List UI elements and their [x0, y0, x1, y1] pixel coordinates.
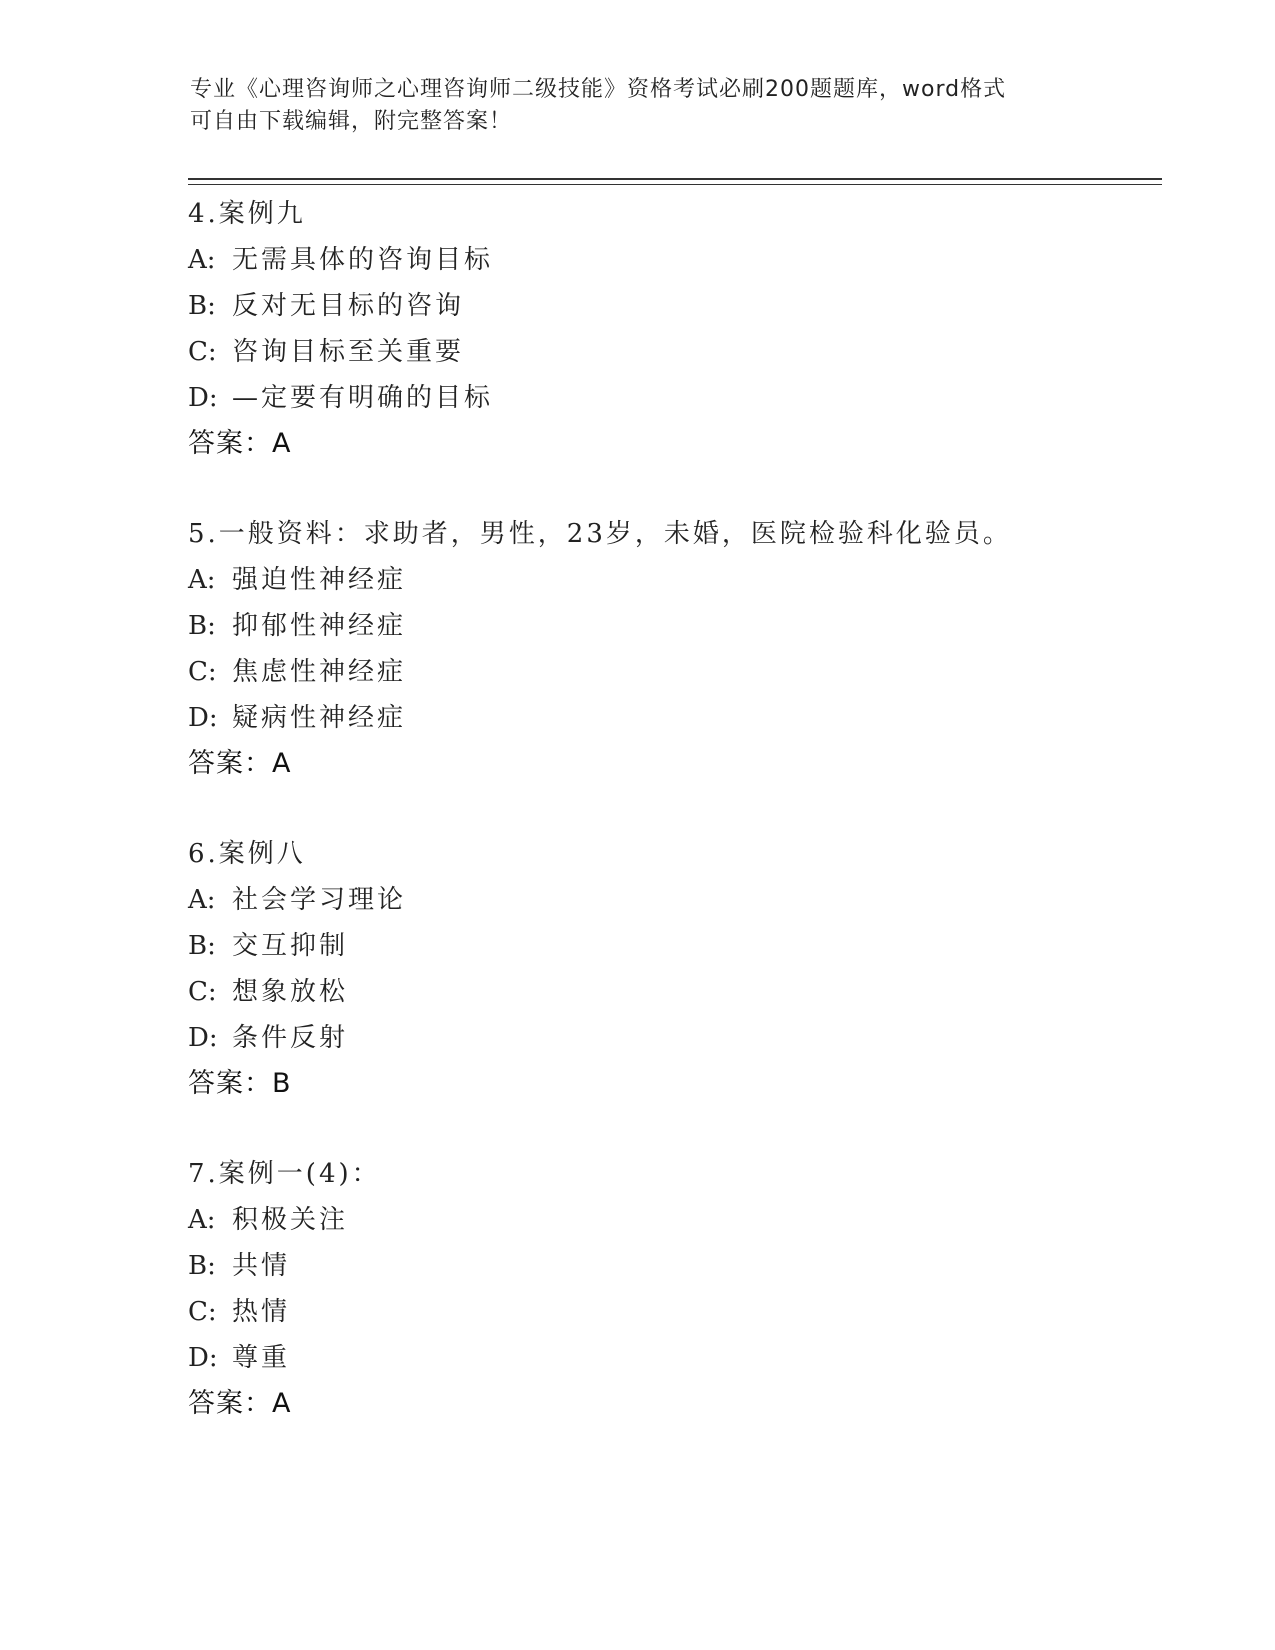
option-d: [188, 375, 1168, 421]
option-text: 共情: [232, 1251, 291, 1281]
question-list: [188, 191, 1168, 1471]
option-text: 抑郁性神经症: [232, 611, 407, 641]
option-b: [188, 1243, 1168, 1289]
option-key: A:: [188, 885, 216, 915]
option-d: [188, 1015, 1168, 1061]
option-key: B:: [188, 931, 216, 961]
option-c: [188, 329, 1168, 375]
option-a: [188, 237, 1168, 283]
option-b: [188, 283, 1168, 329]
question-stem: 7.案例一(4)：: [188, 1159, 381, 1189]
option-c: [188, 1289, 1168, 1335]
option-key: B:: [188, 291, 216, 321]
option-key: D:: [188, 1343, 218, 1373]
option-text: 想象放松: [232, 977, 349, 1007]
question-item: [188, 831, 1168, 1151]
option-text: 交互抑制: [232, 931, 349, 961]
option-key: D:: [188, 383, 218, 413]
option-d: [188, 695, 1168, 741]
document-header: [190, 74, 1090, 138]
option-key: B:: [188, 1251, 216, 1281]
option-text: 强迫性神经症: [232, 565, 407, 595]
option-key: B:: [188, 611, 216, 641]
answer-line: 答案：A: [188, 428, 292, 459]
option-text: 无需具体的咨询目标: [232, 245, 494, 275]
question-stem: 6.案例八: [188, 839, 306, 869]
option-key: C:: [188, 337, 217, 367]
answer-line: 答案：B: [188, 1068, 292, 1099]
header-rule-thick: [188, 178, 1162, 180]
option-c: [188, 649, 1168, 695]
option-text: 热情: [232, 1297, 291, 1327]
option-key: C:: [188, 657, 217, 687]
option-key: C:: [188, 977, 217, 1007]
option-c: [188, 969, 1168, 1015]
option-key: A:: [188, 565, 216, 595]
option-text: 积极关注: [232, 1205, 349, 1235]
question-item: [188, 511, 1168, 831]
header-line-1: 专业《心理咨询师之心理咨询师二级技能》资格考试必刷200题题库，word格式: [190, 77, 1007, 102]
option-b: [188, 923, 1168, 969]
option-a: [188, 1197, 1168, 1243]
option-key: A:: [188, 1205, 216, 1235]
option-text: 反对无目标的咨询: [232, 291, 465, 321]
question-stem: 4.案例九: [188, 199, 306, 229]
option-text: 尊重: [232, 1343, 291, 1373]
option-key: C:: [188, 1297, 217, 1327]
option-text: —定要有明确的目标: [232, 383, 494, 413]
option-d: [188, 1335, 1168, 1381]
answer-line: 答案：A: [188, 1388, 292, 1419]
option-b: [188, 603, 1168, 649]
option-key: D:: [188, 703, 218, 733]
option-a: [188, 557, 1168, 603]
option-text: 疑病性神经症: [232, 703, 407, 733]
question-stem: 5.一般资料：求助者，男性，23岁，未婚，医院检验科化验员。: [188, 519, 1012, 549]
option-key: A:: [188, 245, 216, 275]
question-item: [188, 1151, 1168, 1471]
header-line-2: 可自由下载编辑，附完整答案！: [190, 109, 513, 134]
option-text: 焦虑性神经症: [232, 657, 407, 687]
option-text: 条件反射: [232, 1023, 349, 1053]
option-key: D:: [188, 1023, 218, 1053]
option-a: [188, 877, 1168, 923]
option-text: 社会学习理论: [232, 885, 407, 915]
option-text: 咨询目标至关重要: [232, 337, 465, 367]
answer-line: 答案：A: [188, 748, 292, 779]
question-item: [188, 191, 1168, 511]
header-rule-thin: [188, 184, 1162, 185]
